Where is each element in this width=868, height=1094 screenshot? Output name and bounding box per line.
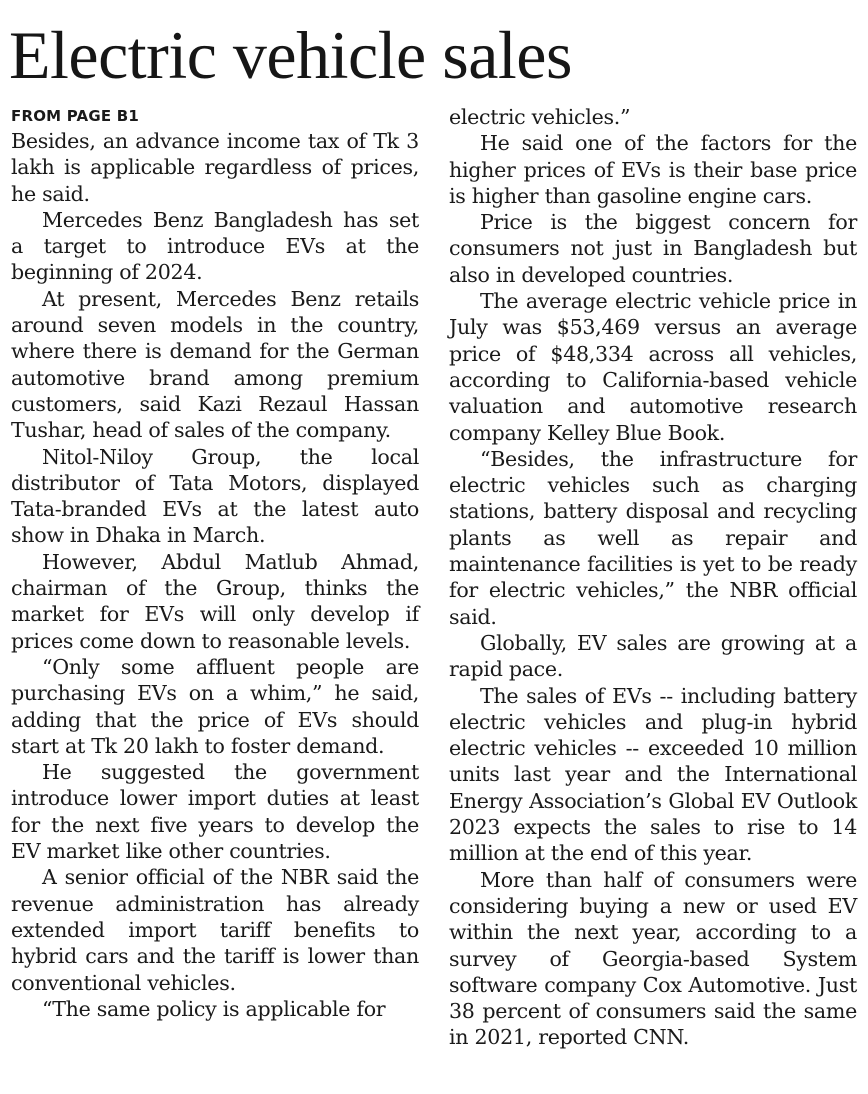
article-column-right (449, 104, 857, 1051)
paragraph: At present, Mercedes Benz retails around seven models in the country, where there is demand for the German automotive brand among premium customers, said Kazi Rezaul Hassan Tushar, head of sales of the company. (11, 286, 419, 443)
paragraph: Mercedes Benz Bangladesh has set a target to introduce EVs at the beginning of 2024. (11, 207, 419, 285)
jump-label: FROM PAGE B1 (11, 107, 139, 125)
paragraph: He suggested the government introduce lower import duties at least for the next five years to develop the EV market like other countries. (11, 760, 419, 864)
paragraph: “Only some affluent people are purchasing EVs on a whim,” he said, adding that the price of EVs should start at Tk 20 lakh to foster demand. (11, 654, 419, 758)
paragraph: Nitol-Niloy Group, the local distributor of Tata Motors, displayed Tata-branded EVs at the latest auto show in Dhaka in March. (11, 444, 419, 548)
headline: Electric vehicle sales (9, 17, 572, 93)
paragraph: Globally, EV sales are growing at a rapid pace. (449, 630, 857, 682)
paragraph: More than half of consumers were considering buying a new or used EV within the next year, according to a survey of Georgia-based System software company Cox Automotive. Just 38 percent of consumers said the same in 2021, reported CNN. (449, 867, 857, 1050)
paragraph: Price is the biggest concern for consumers not just in Bangladesh but also in developed countries. (449, 210, 857, 287)
paragraph: The average electric vehicle price in July was $53,469 versus an average price of $48,334 across all vehicles, according to California-based vehicle valuation and automotive research company Kelley Blue Book. (449, 289, 857, 445)
paragraph: “Besides, the infrastructure for electric vehicles such as charging stations, battery disposal and recycling plants as well as repair and maintenance facilities is yet to be ready for electric vehicles,” the NBR official said. (449, 446, 857, 629)
paragraph: The sales of EVs -- including battery electric vehicles and plug-in hybrid electric vehicles -- exceeded 10 million units last year and the International Energy Association’s Global EV Outlook 2023 expects the sales to rise to 14 million at the end of this year. (449, 683, 857, 866)
article-column-left (11, 104, 419, 1022)
paragraph: However, Abdul Matlub Ahmad, chairman of the Group, thinks the market for EVs will only develop if prices come down to reasonable levels. (11, 549, 419, 653)
paragraph: “The same policy is applicable for (42, 996, 386, 1021)
paragraph: Besides, an advance income tax of Tk 3 lakh is applicable regardless of prices, he said. (11, 129, 419, 206)
paragraph: electric vehicles.” (449, 105, 631, 129)
paragraph: A senior official of the NBR said the revenue administration has already extended import tariff benefits to hybrid cars and the tariff is lower than conventional vehicles. (11, 865, 419, 995)
paragraph: He said one of the factors for the higher prices of EVs is their base price is higher than gasoline engine cars. (449, 131, 857, 208)
